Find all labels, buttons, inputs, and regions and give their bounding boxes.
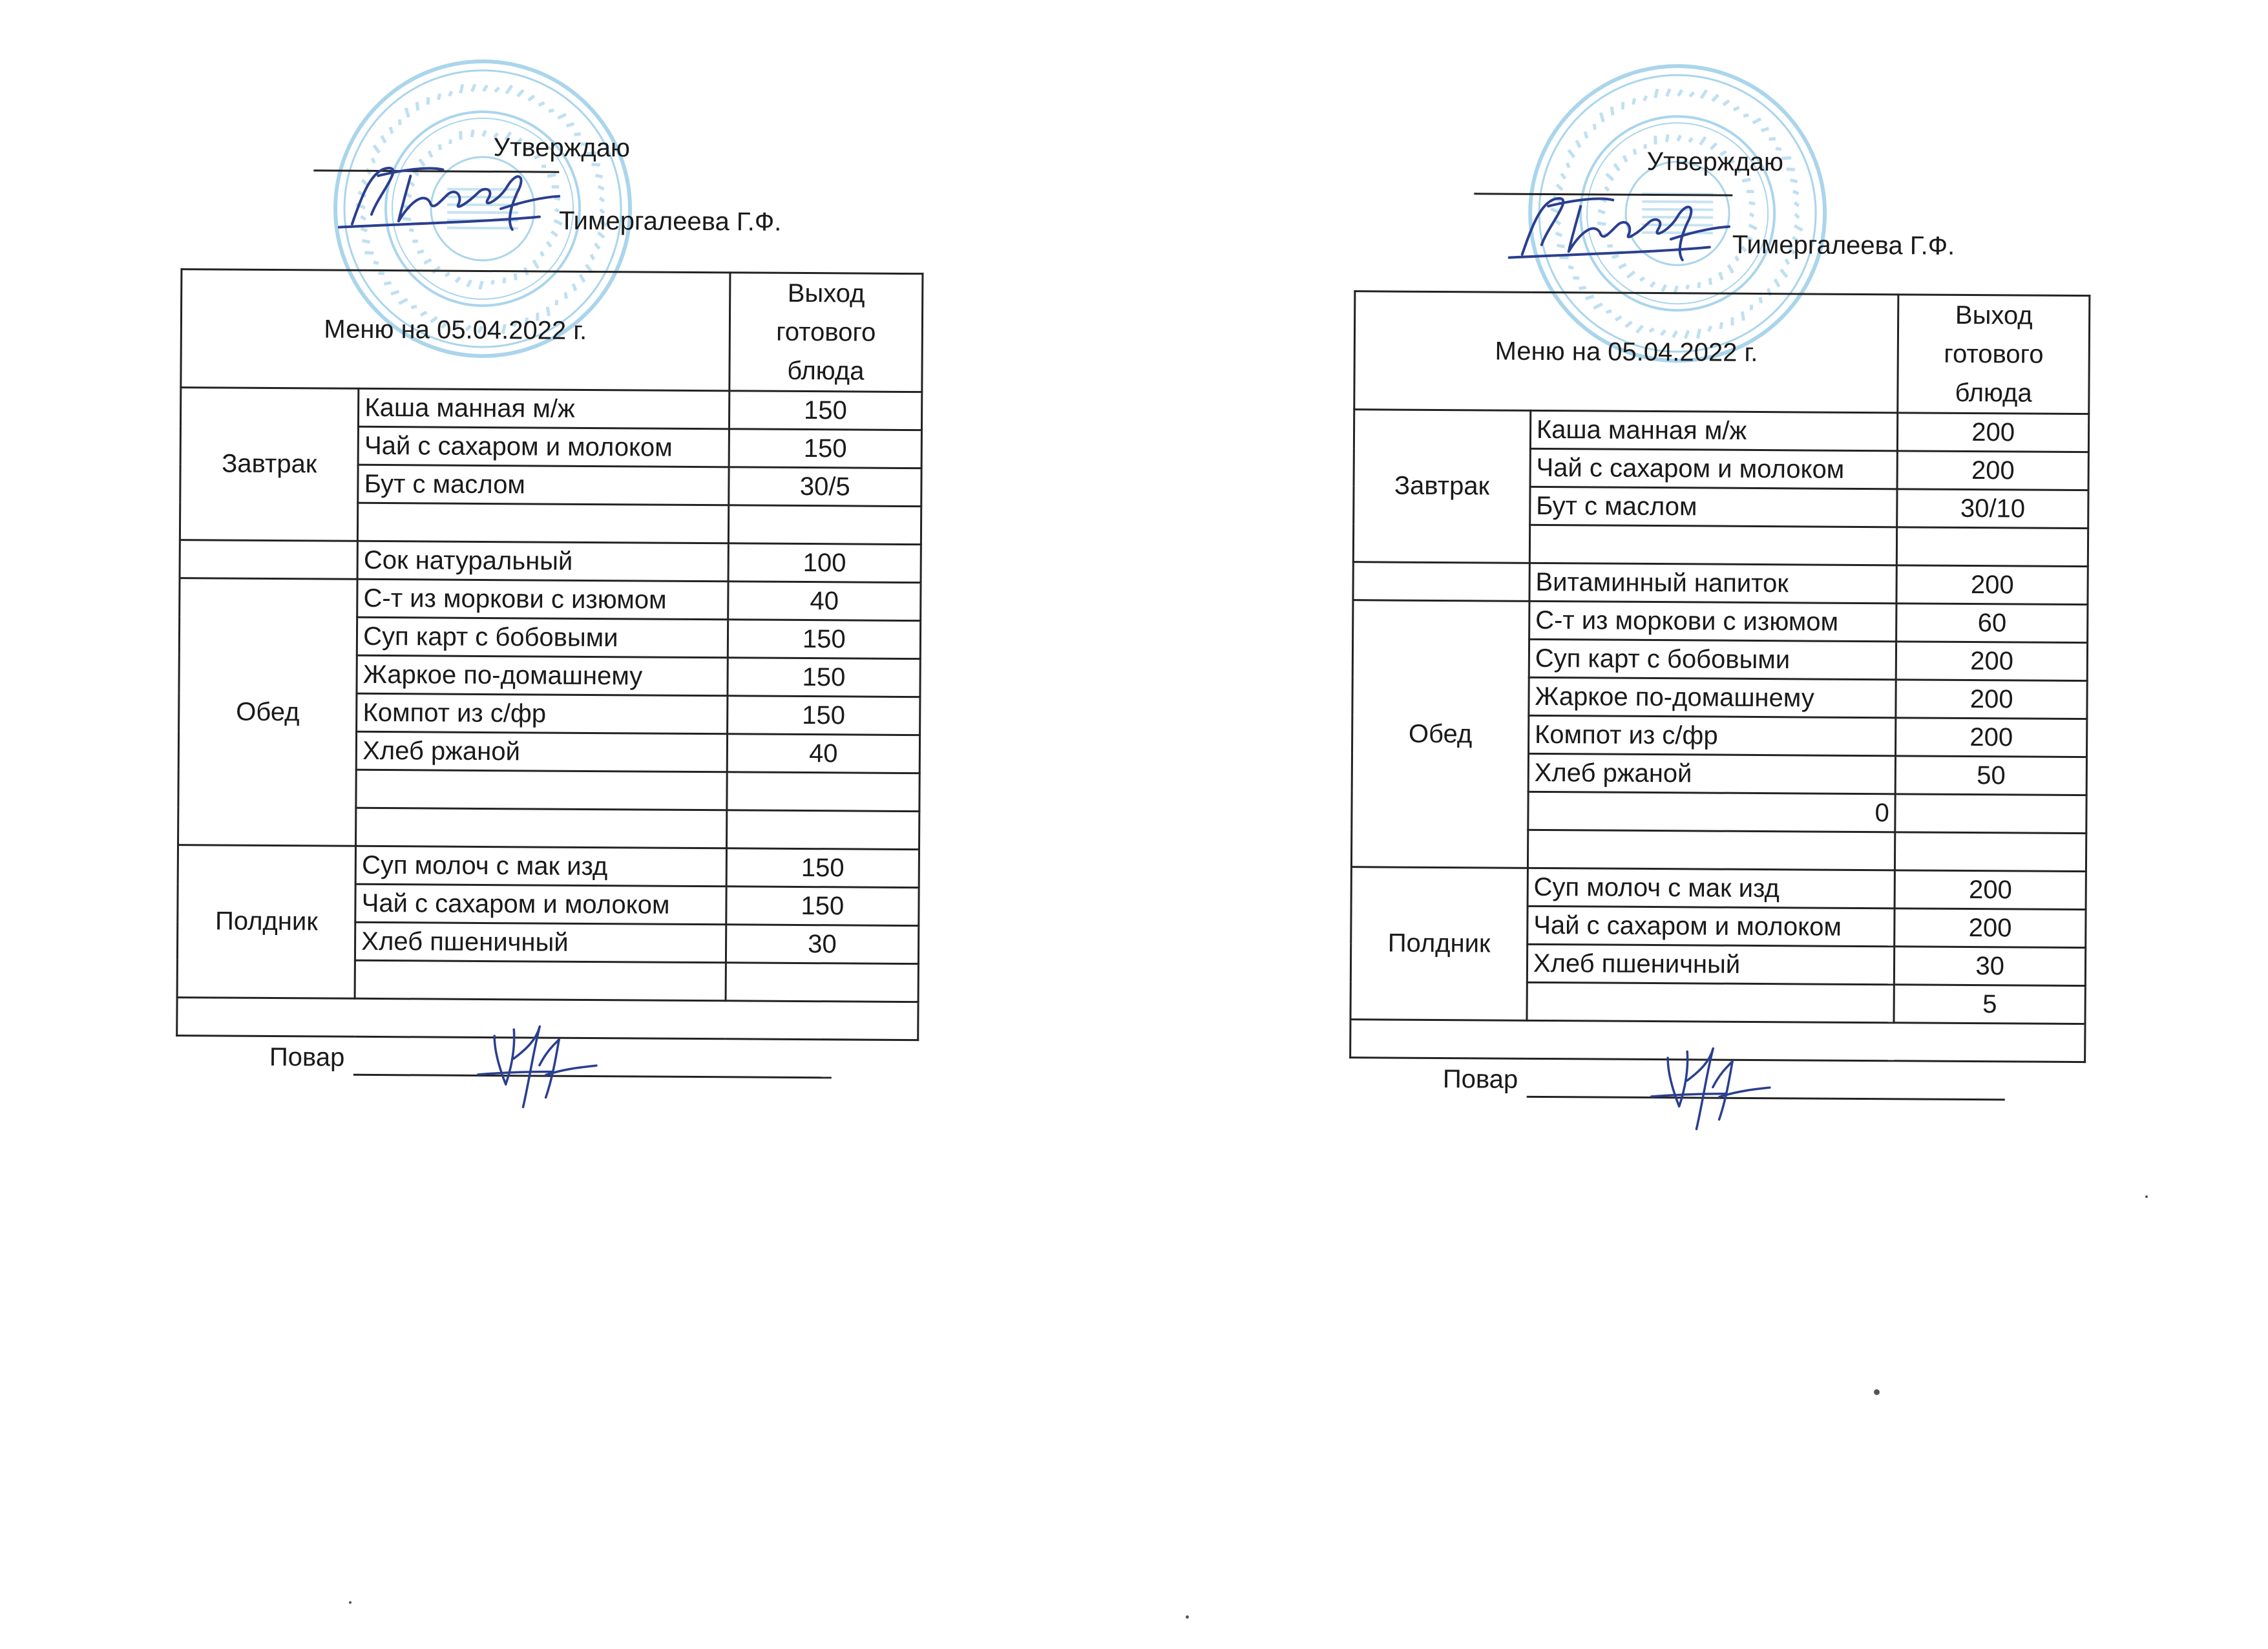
yield-cell: 200: [1896, 565, 2088, 605]
dish-cell: [1529, 525, 1897, 565]
dish-cell: [356, 808, 727, 848]
header-row: [1354, 291, 2090, 414]
yield-cell: 150: [726, 848, 919, 888]
cook-label: Повар: [1442, 1065, 1518, 1094]
dish-cell: Чай с сахаром и молоком: [1528, 906, 1895, 946]
dish-cell: Суп карт с бобовыми: [1529, 639, 1896, 679]
yield-cell: 150: [727, 696, 920, 735]
meal-cell: Завтрак: [1353, 410, 1530, 563]
meal-cell: Обед: [1351, 600, 1529, 868]
yield-header-line: блюда: [787, 356, 865, 386]
meal-cell: [180, 540, 358, 580]
approver-name: Тимергалеева Г.Ф.: [558, 206, 782, 236]
dish-cell: С-т из моркови с изюмом: [1529, 601, 1896, 641]
cook-label: Повар: [269, 1042, 345, 1072]
yield-cell: 100: [728, 543, 921, 583]
dish-cell: [356, 770, 727, 810]
yield-cell: [1895, 794, 2086, 834]
dish-cell: С-т из моркови с изюмом: [357, 579, 728, 620]
yield-header-line: готового: [776, 317, 876, 347]
dish-cell: Компот из с/фр: [1528, 715, 1896, 755]
yield-cell: 50: [1896, 756, 2087, 795]
table-row: [180, 388, 921, 430]
yield-cell: 200: [1895, 909, 2086, 948]
table-row: [1353, 562, 2088, 605]
yield-cell: 150: [728, 658, 921, 697]
approval-block: [1335, 145, 2046, 260]
dish-cell: Хлеб ржаной: [1528, 753, 1896, 793]
yield-header-line: Выход: [787, 278, 865, 308]
scan-speck: [1186, 1615, 1189, 1619]
yield-cell: 150: [728, 620, 921, 659]
dish-cell: Чай с сахаром и молоком: [1530, 448, 1898, 488]
menu-table: [1349, 290, 2090, 1094]
dish-cell: Жаркое по-домашнему: [1529, 677, 1896, 717]
table-row: [1351, 867, 2086, 910]
approve-heading: Утверждаю: [1646, 147, 1784, 177]
scan-speck: [349, 1601, 352, 1604]
table-row: [1353, 600, 2088, 643]
menu-sheet-right: [1328, 14, 2099, 1246]
dish-cell: [355, 960, 726, 1001]
yield-cell: 30/10: [1897, 489, 2088, 529]
dish-cell: Суп карт с бобовыми: [357, 617, 728, 658]
dish-cell: Хлеб ржаной: [356, 731, 727, 772]
meal-cell: Завтрак: [180, 388, 359, 541]
approver-name: Тимергалеева Г.Ф.: [1732, 230, 1955, 260]
meal-cell: [1353, 562, 1529, 602]
dish-cell: Суп молоч с мак изд: [1528, 868, 1895, 908]
scan-speck: [1874, 1389, 1880, 1395]
meal-cell: Полдник: [177, 845, 356, 999]
dish-cell: Хлеб пшеничный: [1527, 944, 1895, 984]
dish-cell: [1528, 830, 1895, 870]
dish-cell: 0: [1528, 792, 1896, 832]
yield-header-line: Выход: [1955, 300, 2033, 330]
dish-cell: Каша манная м/ж: [1530, 410, 1898, 450]
yield-cell: 40: [728, 582, 921, 621]
dish-cell: Бут с маслом: [358, 465, 729, 505]
meal-cell: Полдник: [1350, 867, 1528, 1021]
dish-cell: Компот из с/фр: [357, 693, 728, 734]
yield-cell: 150: [726, 887, 919, 926]
menu-sheet-left: [162, 0, 932, 1232]
dish-cell: Хлеб пшеничный: [355, 922, 726, 963]
yield-cell: 200: [1896, 642, 2088, 681]
yield-header: [730, 273, 923, 392]
dish-cell: [358, 503, 729, 543]
yield-cell: 200: [1897, 451, 2088, 490]
yield-cell: [728, 505, 921, 545]
dish-cell: Чай с сахаром и молоком: [358, 426, 729, 467]
yield-cell: [1897, 527, 2088, 567]
header-row: [181, 269, 923, 392]
menu-title: Меню на 05.04.2022 г.: [1354, 291, 1898, 413]
dish-cell: [1527, 982, 1895, 1022]
yield-cell: [727, 772, 920, 812]
dish-cell: Суп молоч с мак изд: [355, 846, 726, 887]
menu-table: [176, 268, 923, 1072]
scan-speck: [2145, 1195, 2148, 1198]
yield-cell: [726, 963, 919, 1002]
dish-cell: Бут с маслом: [1530, 487, 1898, 527]
yield-cell: 5: [1894, 985, 2085, 1024]
dish-cell: Жаркое по-домашнему: [357, 655, 728, 696]
dish-cell: Витаминный напиток: [1529, 563, 1897, 603]
cook-signature-cell: [177, 998, 918, 1072]
cook-signature-cell: [1350, 1020, 2085, 1094]
yield-cell: 150: [729, 391, 922, 430]
yield-cell: [1895, 832, 2086, 872]
dish-cell: Сок натуральный: [357, 541, 728, 582]
yield-cell: 150: [729, 429, 922, 468]
table-row: [180, 578, 921, 621]
table-row: [1354, 410, 2088, 452]
meal-cell: Обед: [178, 578, 358, 846]
cook-row: [177, 998, 918, 1040]
cook-signature: [1648, 1035, 1771, 1133]
approve-heading: Утверждаю: [493, 133, 631, 163]
yield-cell: 200: [1898, 413, 2089, 452]
table-row: [180, 540, 921, 583]
director-signature: [1503, 187, 1736, 272]
yield-cell: 60: [1896, 604, 2088, 643]
yield-cell: 30/5: [729, 467, 922, 507]
dish-cell: Каша манная м/ж: [359, 388, 730, 429]
cook-row: [1350, 1020, 2085, 1062]
yield-cell: 200: [1896, 680, 2087, 719]
yield-header: [1898, 295, 2090, 414]
cook-signature: [475, 1013, 598, 1111]
yield-cell: [726, 810, 919, 850]
table-row: [178, 845, 919, 888]
yield-cell: 200: [1895, 870, 2086, 910]
yield-header-line: готового: [1944, 339, 2044, 369]
yield-cell: 30: [1895, 947, 2086, 986]
yield-cell: 40: [727, 734, 920, 773]
yield-cell: 200: [1896, 718, 2087, 757]
menu-title: Меню на 05.04.2022 г.: [181, 269, 730, 391]
yield-header-line: блюда: [1955, 378, 2032, 408]
director-signature: [333, 156, 566, 242]
yield-cell: 30: [726, 925, 919, 964]
dish-cell: Чай с сахаром и молоком: [355, 884, 726, 925]
